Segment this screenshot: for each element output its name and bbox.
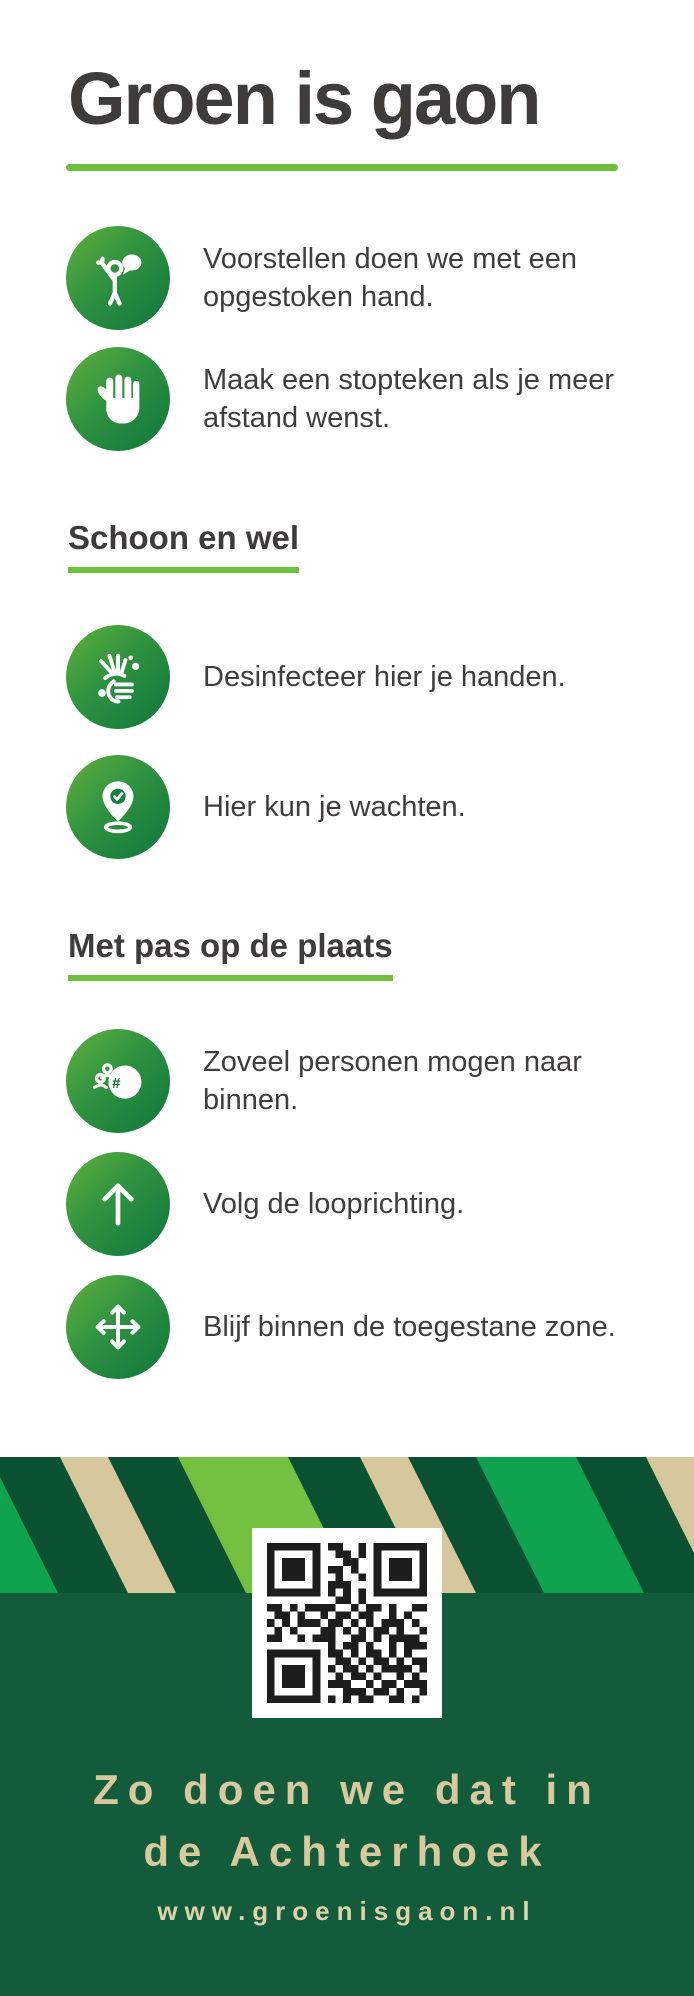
rule-text: Desinfecteer hier je handen. (203, 661, 566, 693)
footer-tagline (0, 1759, 694, 1883)
rule-row-looprichting (66, 1152, 694, 1256)
rule-text: Volg de looprichting. (203, 1188, 465, 1220)
page-title: Groen is gaon (68, 57, 540, 140)
arrow-up-icon (66, 1152, 170, 1256)
section-heading-met-pas-op-de-plaats: Met pas op de plaats (68, 926, 393, 981)
footer (0, 1457, 694, 1996)
rule-text: Maak een stopteken als je meer afstand wenst. (203, 364, 615, 434)
qr-code (252, 1528, 442, 1718)
move-arrows-icon (66, 1275, 170, 1379)
wait-location-icon (66, 755, 170, 859)
rule-text: Zoveel personen mogen naar binnen. (203, 1046, 582, 1116)
capacity-number-symbol: # (112, 1074, 121, 1092)
rule-row-stopteken (66, 347, 694, 451)
wash-hands-icon (66, 625, 170, 729)
footer-tagline-line1: Zo doen we dat in (93, 1766, 601, 1813)
title-divider (66, 164, 618, 171)
section-heading-schoon-en-wel: Schoon en wel (68, 518, 299, 573)
rule-text: Blijf binnen de toegestane zone. (203, 1311, 616, 1343)
capacity-icon (66, 1029, 170, 1133)
footer-website-url: www.groenisgaon.nl (157, 1896, 537, 1926)
rule-row-toegestane-zone (66, 1275, 694, 1379)
stop-hand-icon (66, 347, 170, 451)
rule-text: Hier kun je wachten. (203, 791, 466, 823)
poster-content (0, 56, 694, 1379)
rule-row-desinfecteer (66, 625, 694, 729)
raise-hand-icon (66, 226, 170, 330)
rule-row-wachten (66, 755, 694, 859)
rule-row-zoveel-personen (66, 1029, 694, 1133)
footer-tagline-line2: de Achterhoek (143, 1828, 551, 1875)
qr-code-pattern (267, 1543, 427, 1703)
rule-text: Voorstellen doen we met een opgestoken hand. (203, 243, 578, 313)
rule-row-voorstellen (66, 226, 694, 330)
